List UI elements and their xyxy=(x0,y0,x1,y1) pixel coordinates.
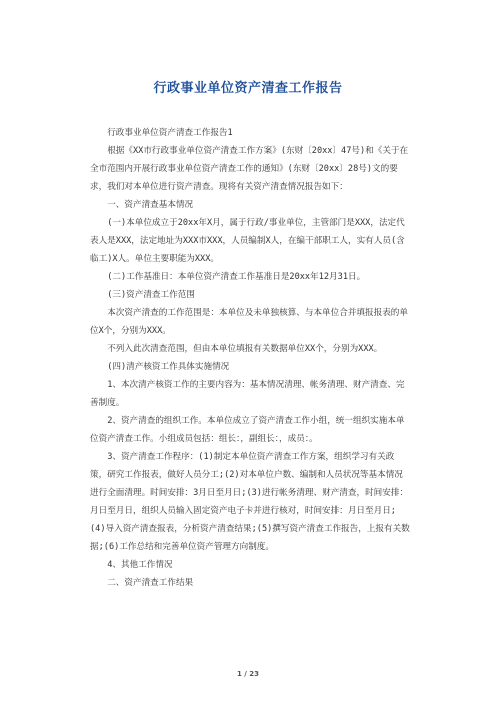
document-body xyxy=(90,124,411,592)
paragraph-item-2: 2、资产清查的组织工作。本单位成立了资产清查工作小组，统一组织实施本单位资产清查工作。小组成员包括：组长：，副组长：，成员：。 xyxy=(90,416,405,444)
paragraph-base-date: (二)工作基准日：本单位资产清查工作基准日是20xx年12月31日。 xyxy=(107,272,366,282)
page-indicator: 1 / 23 xyxy=(236,670,260,678)
section-heading-1: 一、资产清查基本情况 xyxy=(107,200,194,210)
paragraph-intro: 根据《XX市行政事业单位资产清查工作方案》(东财〔20xx〕47号)和《关于在全市范围内开展行政事业单位资产清查工作的通知》(东财〔20xx〕28号)文的要求，我们对本单位进行资产清查。现将有关资产清查情况报告如下： xyxy=(90,146,409,192)
paragraph-basic-info: (一)本单位成立于20xx年X月，属于行政/事业单位，主管部门是XXX，法定代表人是XXX，法定地址为XXX市XXX，人员编制X人，在编干部职工人，实有人员(含临工)X人。单位主要职能为XXX。 xyxy=(90,218,405,264)
document-title: 行政事业单位资产清查工作报告 xyxy=(153,81,343,96)
subheading-implementation: (四)清产核资工作具体实施情况 xyxy=(107,362,230,372)
section-heading-2: 二、资产清查工作结果 xyxy=(107,578,194,588)
subheading-scope: (三)资产清查工作范围 xyxy=(107,290,195,300)
paragraph-excluded: 不列入此次清查范围，但由本单位填报有关数据单位XX个，分别为XXX。 xyxy=(107,344,383,354)
paragraph-scope: 本次资产清查的工作范围是：本单位及未单独核算、与本单位合并填报报表的单位X个，分别为XXX。 xyxy=(90,308,408,336)
paragraph-item-3: 3、资产清查工作程序：(1)制定本单位资产清查工作方案，组织学习有关政策，研究工作报表，做好人员分工;(2)对本单位户数、编制和人员状况等基本情况进行全面清理。时间安排：3月日至月日;(3)进行帐务清理、财产清查，时间安排：月日至月日，组织人员输入固定资产电子卡并进行核对，时间安排：月日至月日;(4)导入资产清查报表，分析资产清查结果;(5)撰写资产清查工作报告，上报有关数据;(6)工作总结和完善单位资产管理方向制度。 xyxy=(90,452,410,552)
paragraph-item-4: 4、其他工作情况 xyxy=(107,560,173,570)
paragraph-subtitle: 行政事业单位资产清查工作报告1 xyxy=(107,128,233,138)
paragraph-item-1: 1、本次清产核资工作的主要内容为：基本情况清理、帐务清理、财产清查、完善制度。 xyxy=(90,380,405,408)
